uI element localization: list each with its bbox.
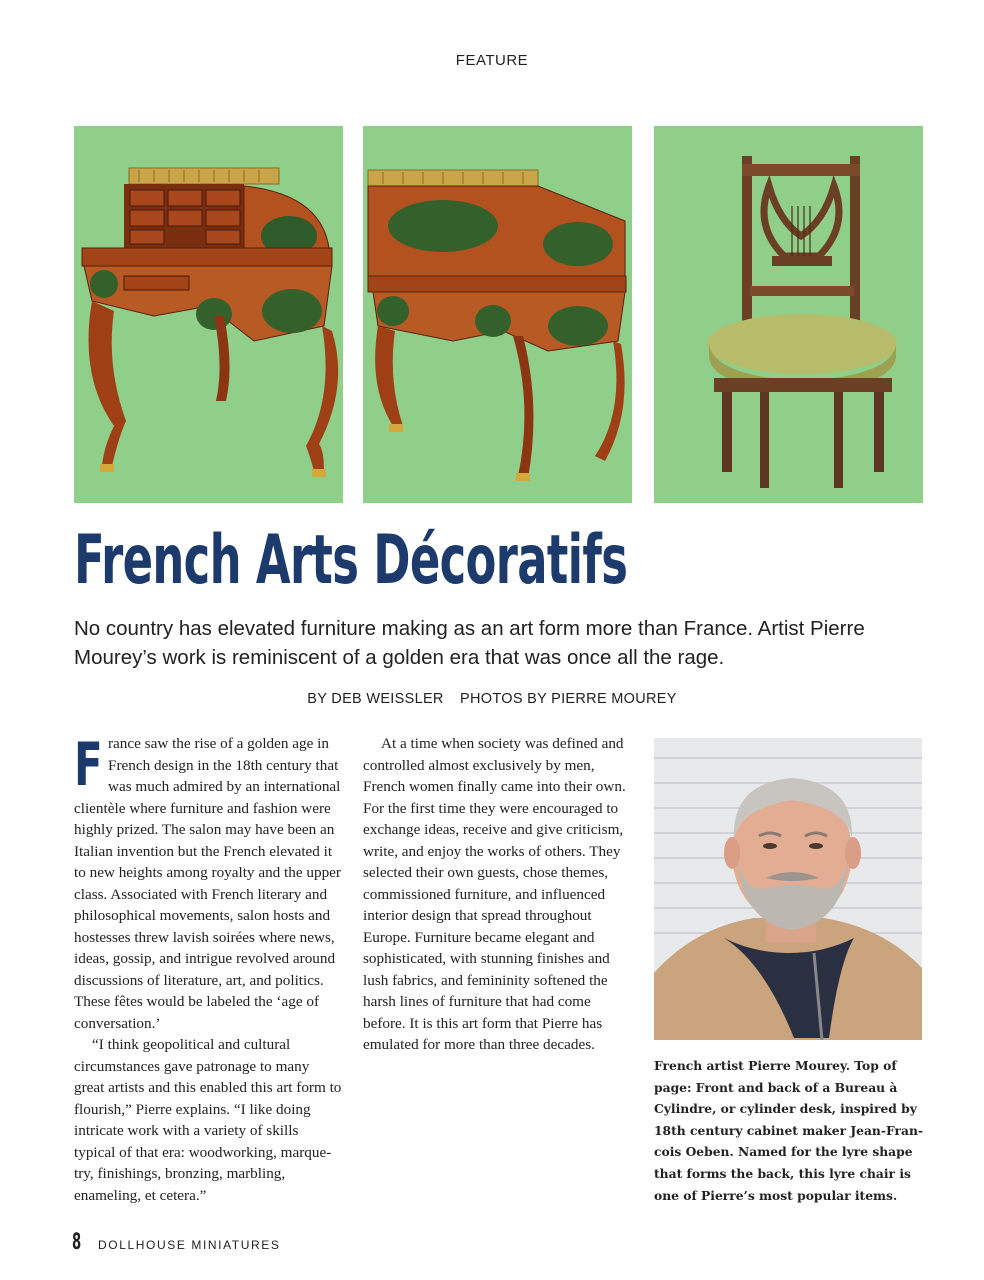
magazine-name: DOLLHOUSE MINIATURES	[98, 1238, 281, 1252]
portrait-photo	[654, 738, 922, 1040]
article-deck: No country has elevated furniture making as an art form more than France. Artist Pierre Mourey’s work is reminiscent of a golden era that was once all the rage.	[74, 617, 865, 669]
lyre-chair-photo	[654, 126, 923, 503]
byline-photos: PHOTOS BY PIERRE MOUREY	[460, 691, 677, 707]
bureau-front-photo	[74, 126, 343, 503]
byline	[0, 691, 984, 707]
drop-cap: F	[74, 730, 103, 800]
byline-author: BY DEB WEISSLER	[307, 691, 444, 707]
paragraph-text: rance saw the rise of a golden age in French design in the 18th century that was much admired by an international clientèle where furniture and fashion were highly prized. The salon may have been an Italian invention but the French elevated it to new heights among royalty and the upper class. Associated with French literary and philosophical movements, salon hosts and hostesses threw lavish soirées where news, ideas, gossip, and intrigue revolved around discussions of literature, art, and politics. These fêtes would be labeled the ‘age of conversation.’	[74, 735, 341, 1032]
article-paragraph: At a time when society was defined and controlled almost exclusively by men, French women finally came into their own. For the first time they were encouraged to exchange ideas, receive and give criticism, write, and enjoy the works of others. They selected their own guests, chose themes, commissioned furniture, and influenced interior design that spread throughout Europe. Furniture became elegant and sophisticated, with stunning finishes and lush fabrics, and femininity softened the harsh lines of furniture that had come before. It is this art form that Pierre has emulated for more than three decades.	[363, 735, 626, 1053]
bureau-back-photo	[363, 126, 632, 503]
section-label: FEATURE	[455, 52, 529, 69]
page-footer	[72, 1230, 280, 1255]
article-column-2	[363, 733, 631, 1056]
portrait-caption: French artist Pierre Mourey. Top of page: Front and back of a Bureau à Cylindre, or cylinder desk, inspired by 18th century cabinet maker Jean-Francois Oeben. Named for the lyre shape that forms the back, this lyre chair is one of Pierre’s most popular items.	[654, 1058, 923, 1203]
article-paragraph: “I think geopolitical and cultural circumstances gave patronage to many great artists and this enabled this art form to flourish,” Pierre explains. “I like doing intricate work with a variety of skills typical of that era: woodworking, marquetry, finishings, bronzing, marbling, enameling, et cetera.”	[74, 1036, 342, 1204]
article-title: French Arts Décoratifs	[74, 521, 628, 600]
article-column-1	[74, 730, 342, 1206]
page-number: 8	[72, 1230, 82, 1255]
article-paragraph	[74, 730, 342, 1034]
